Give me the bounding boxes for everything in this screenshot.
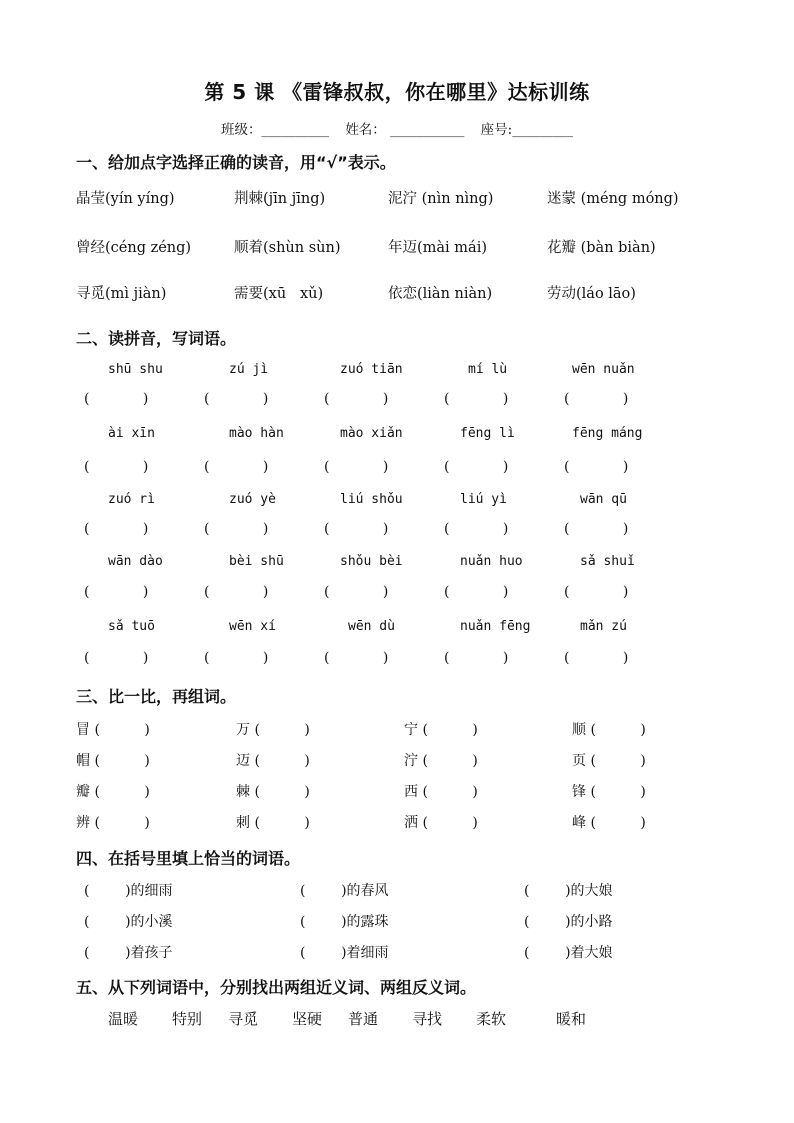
pinyin-label: zuó rì	[108, 492, 155, 507]
answer-blank[interactable]: ( )	[324, 391, 389, 407]
pinyin-row	[0, 426, 794, 448]
word-compare-item[interactable]: 泞 ( )	[404, 753, 478, 769]
pinyin-label: shǒu bèi	[340, 554, 403, 569]
pronunciation-item[interactable]: 劳动(láo lāo)	[547, 286, 636, 302]
word-compare-row	[0, 719, 794, 741]
answer-blank[interactable]: ( )	[84, 650, 149, 666]
pronunciation-item[interactable]: 迷蒙 (méng móng)	[547, 191, 679, 207]
answer-blank[interactable]: ( )	[564, 459, 629, 475]
page-title: 第 5 课 《雷锋叔叔，你在哪里》达标训练	[204, 80, 590, 104]
fill-phrase-row	[0, 942, 794, 964]
answer-blank-row	[0, 584, 794, 606]
answer-blank[interactable]: ( )	[204, 459, 269, 475]
pinyin-label: mǎn zú	[580, 619, 627, 634]
word-compare-item[interactable]: 迈 ( )	[236, 753, 310, 769]
pinyin-label: fēng lì	[460, 426, 515, 441]
pinyin-label: mí lù	[468, 362, 508, 377]
answer-blank[interactable]: ( )	[444, 459, 509, 475]
word-bank-item: 特别	[172, 1010, 203, 1028]
answer-blank[interactable]: ( )	[84, 391, 149, 407]
word-compare-item[interactable]: 万 ( )	[236, 722, 310, 738]
pinyin-row	[0, 619, 794, 641]
answer-blank[interactable]: ( )	[84, 521, 149, 537]
answer-blank-row	[0, 391, 794, 413]
fill-phrase-row	[0, 911, 794, 933]
fill-phrase-row	[0, 880, 794, 902]
answer-blank-row	[0, 459, 794, 481]
pinyin-label: ài xīn	[108, 426, 155, 441]
pronunciation-item[interactable]: 泥泞 (nìn nìng)	[388, 191, 494, 207]
word-compare-item[interactable]: 棘 ( )	[236, 784, 310, 800]
section-1-row	[0, 187, 794, 209]
fill-phrase-item[interactable]: ( )的细雨	[84, 883, 173, 899]
pinyin-label: sǎ shuǐ	[580, 554, 635, 569]
pinyin-label: fēng máng	[572, 426, 643, 441]
word-compare-item[interactable]: 帽 ( )	[76, 753, 150, 769]
answer-blank[interactable]: ( )	[84, 584, 149, 600]
pinyin-label: nuǎn fēng	[460, 619, 531, 634]
word-compare-item[interactable]: 宁 ( )	[404, 722, 478, 738]
word-bank-item: 普通	[348, 1010, 379, 1028]
fill-phrase-item[interactable]: ( )的小路	[524, 914, 613, 930]
pinyin-label: mào hàn	[229, 426, 284, 441]
answer-blank[interactable]: ( )	[444, 650, 509, 666]
word-compare-item[interactable]: 峰 ( )	[572, 815, 646, 831]
pinyin-row	[0, 492, 794, 514]
pronunciation-item[interactable]: 依恋(liàn niàn)	[388, 286, 493, 302]
answer-blank-row	[0, 521, 794, 543]
pinyin-label: zú jì	[229, 362, 269, 377]
pinyin-label: wēn dù	[348, 619, 395, 634]
pronunciation-item[interactable]: 晶莹(yín yíng)	[76, 191, 175, 207]
section-1-row	[0, 282, 794, 304]
word-compare-item[interactable]: 辨 ( )	[76, 815, 150, 831]
pinyin-label: wān qū	[580, 492, 627, 507]
fill-phrase-item[interactable]: ( )的露珠	[300, 914, 389, 930]
pinyin-label: nuǎn huo	[460, 554, 523, 569]
class-field[interactable]: 班级：__________	[221, 122, 330, 138]
pinyin-label: bèi shū	[229, 554, 284, 569]
student-info-line	[0, 118, 794, 138]
word-compare-item[interactable]: 锋 ( )	[572, 784, 646, 800]
answer-blank[interactable]: ( )	[564, 521, 629, 537]
section-4-heading: 四、在括号里填上恰当的词语。	[76, 849, 301, 868]
word-compare-item[interactable]: 西 ( )	[404, 784, 478, 800]
word-compare-item[interactable]: 顺 ( )	[572, 722, 646, 738]
answer-blank[interactable]: ( )	[564, 650, 629, 666]
word-compare-item[interactable]: 瓣 ( )	[76, 784, 150, 800]
section-2-heading: 二、读拼音，写词语。	[76, 329, 237, 348]
fill-phrase-item[interactable]: ( )着大娘	[524, 945, 613, 961]
fill-phrase-item[interactable]: ( )着细雨	[300, 945, 389, 961]
word-bank-item: 寻找	[412, 1010, 443, 1028]
answer-blank[interactable]: ( )	[564, 584, 629, 600]
answer-blank[interactable]: ( )	[324, 459, 389, 475]
fill-phrase-item[interactable]: ( )的春风	[300, 883, 389, 899]
answer-blank[interactable]: ( )	[444, 391, 509, 407]
pronunciation-item[interactable]: 花瓣 (bàn biàn)	[547, 240, 656, 256]
word-compare-item[interactable]: 刺 ( )	[236, 815, 310, 831]
section-5-heading: 五、从下列词语中，分别找出两组近义词、两组反义词。	[76, 978, 477, 997]
word-bank-item: 柔软	[476, 1010, 507, 1028]
pinyin-label: wān dào	[108, 554, 163, 569]
answer-blank[interactable]: ( )	[564, 391, 629, 407]
answer-blank[interactable]: ( )	[324, 521, 389, 537]
fill-phrase-item[interactable]: ( )着孩子	[84, 945, 173, 961]
answer-blank[interactable]: ( )	[204, 391, 269, 407]
pronunciation-item[interactable]: 需要(xū xǔ)	[234, 286, 324, 302]
answer-blank[interactable]: ( )	[204, 521, 269, 537]
answer-blank-row	[0, 650, 794, 672]
answer-blank[interactable]: ( )	[444, 521, 509, 537]
pronunciation-item[interactable]: 年迈(mài mái)	[388, 240, 487, 256]
answer-blank[interactable]: ( )	[204, 650, 269, 666]
pronunciation-item[interactable]: 荆棘(jīn jīng)	[234, 191, 326, 207]
answer-blank[interactable]: ( )	[324, 584, 389, 600]
word-compare-row	[0, 781, 794, 803]
word-bank-item: 暖和	[556, 1010, 587, 1028]
word-bank-item: 寻觅	[228, 1010, 259, 1028]
word-bank-item: 温暖	[108, 1010, 139, 1028]
pronunciation-item[interactable]: 顺着(shùn sùn)	[234, 240, 341, 256]
pinyin-row	[0, 362, 794, 384]
answer-blank[interactable]: ( )	[444, 584, 509, 600]
pinyin-label: liú shǒu	[340, 492, 403, 507]
pronunciation-item[interactable]: 寻觅(mì jiàn)	[76, 286, 167, 302]
pinyin-label: wēn xí	[229, 619, 276, 634]
word-compare-item[interactable]: 页 ( )	[572, 753, 646, 769]
pinyin-label: mào xiǎn	[340, 426, 403, 441]
pinyin-label: wēn nuǎn	[572, 362, 635, 377]
section-3-heading: 三、比一比，再组词。	[76, 687, 237, 706]
seat-field[interactable]: 座号:_________	[480, 122, 573, 138]
pinyin-label: shū shu	[108, 362, 163, 377]
name-field[interactable]: 姓名： ___________	[345, 122, 465, 138]
answer-blank[interactable]: ( )	[84, 459, 149, 475]
pinyin-label: sǎ tuō	[108, 619, 155, 634]
word-compare-item[interactable]: 冒 ( )	[76, 722, 150, 738]
pinyin-label: liú yì	[460, 492, 507, 507]
word-bank-item: 坚硬	[292, 1010, 323, 1028]
fill-phrase-item[interactable]: ( )的小溪	[84, 914, 173, 930]
fill-phrase-item[interactable]: ( )的大娘	[524, 883, 613, 899]
section-1-heading: 一、给加点字选择正确的读音，用“√”表示。	[76, 153, 396, 172]
answer-blank[interactable]: ( )	[204, 584, 269, 600]
word-compare-item[interactable]: 洒 ( )	[404, 815, 478, 831]
word-compare-row	[0, 812, 794, 834]
pinyin-row	[0, 554, 794, 576]
answer-blank[interactable]: ( )	[324, 650, 389, 666]
pronunciation-item[interactable]: 曾经(céng zéng)	[76, 240, 192, 256]
word-compare-row	[0, 750, 794, 772]
section-1-row	[0, 236, 794, 258]
pinyin-label: zuó yè	[229, 492, 276, 507]
pinyin-label: zuó tiān	[340, 362, 403, 377]
